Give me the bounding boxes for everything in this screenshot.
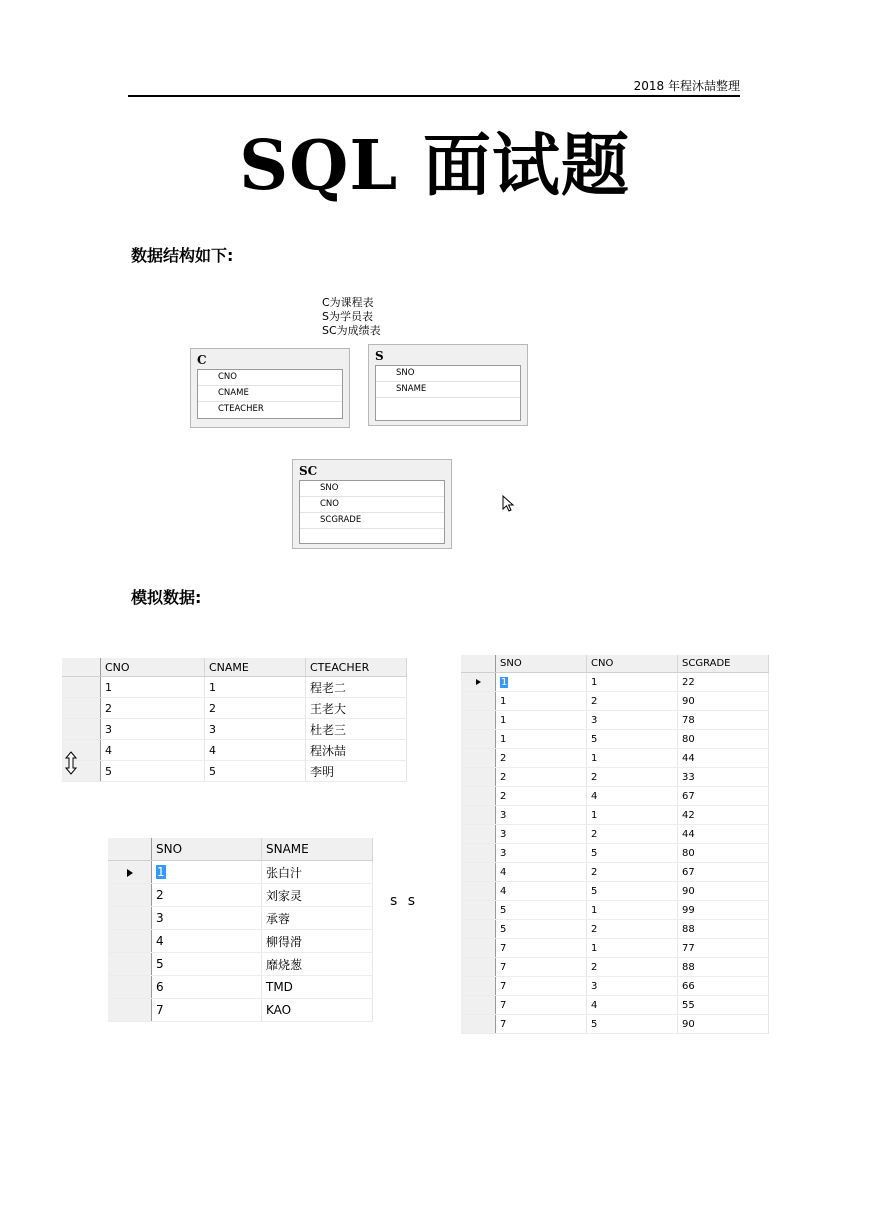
resize-cursor-icon [65, 751, 77, 775]
row-header[interactable] [461, 730, 496, 749]
table-cell[interactable]: 王老大 [306, 698, 407, 719]
table-row[interactable] [461, 692, 769, 711]
table-row[interactable] [62, 761, 407, 782]
row-header[interactable] [108, 953, 152, 976]
table-cell[interactable]: 5 [101, 761, 205, 782]
table-row[interactable] [461, 844, 769, 863]
table-cell[interactable]: 4 [587, 787, 678, 806]
selected-cell-text[interactable]: 1 [501, 676, 508, 688]
table-cell[interactable]: 5 [496, 920, 587, 939]
table-cell[interactable]: 5 [587, 730, 678, 749]
schema-box-sc[interactable] [292, 459, 452, 549]
row-header[interactable] [461, 787, 496, 806]
row-header[interactable] [461, 711, 496, 730]
schema-field: SNO [376, 366, 520, 382]
table-cell[interactable]: 67 [678, 787, 769, 806]
row-header[interactable] [108, 999, 152, 1022]
table-legend [322, 296, 381, 338]
row-header[interactable] [461, 825, 496, 844]
row-header-current[interactable] [108, 861, 152, 884]
table-cell[interactable]: 4 [496, 882, 587, 901]
table-cell[interactable]: 7 [496, 939, 587, 958]
table-cell[interactable]: 承蓉 [262, 907, 373, 930]
table-cell[interactable]: 刘家灵 [262, 884, 373, 907]
row-header[interactable] [461, 768, 496, 787]
table-cell[interactable]: 张白汁 [262, 861, 373, 884]
table-cell[interactable]: 杜老三 [306, 719, 407, 740]
mouse-pointer-icon [502, 495, 516, 513]
table-cell[interactable]: 2 [587, 958, 678, 977]
table-cell[interactable]: 7 [496, 996, 587, 1015]
page-title: SQL 面试题 [239, 126, 630, 206]
section-mock-heading: 模拟数据: [131, 588, 202, 607]
schema-box-c[interactable] [190, 348, 350, 428]
schema-field: SNAME [376, 382, 520, 398]
row-header[interactable] [461, 882, 496, 901]
schema-field-list [197, 369, 343, 419]
row-header[interactable] [461, 863, 496, 882]
table-row[interactable] [461, 996, 769, 1015]
table-cell[interactable]: 4 [152, 930, 262, 953]
column-header-cteacher[interactable]: CTEACHER [306, 658, 407, 677]
table-row[interactable] [108, 861, 373, 884]
table-cell[interactable]: 5 [587, 1015, 678, 1034]
table-cell[interactable]: 1 [587, 806, 678, 825]
column-header-cno[interactable]: CNO [101, 658, 205, 677]
table-cell[interactable]: 7 [496, 1015, 587, 1034]
column-header-sname[interactable]: SNAME [262, 838, 373, 861]
row-header[interactable] [461, 901, 496, 920]
table-cell[interactable]: 5 [587, 882, 678, 901]
table-row[interactable] [108, 884, 373, 907]
table-row[interactable] [461, 711, 769, 730]
table-cell[interactable]: 33 [678, 768, 769, 787]
table-cell[interactable]: 李明 [306, 761, 407, 782]
table-cell[interactable]: 2 [587, 768, 678, 787]
table-cell[interactable]: 2 [205, 698, 306, 719]
table-row[interactable] [461, 882, 769, 901]
schema-title: C [197, 353, 207, 367]
table-cell[interactable]: 77 [678, 939, 769, 958]
row-header[interactable] [108, 930, 152, 953]
table-cell[interactable]: 7 [496, 958, 587, 977]
current-row-arrow-icon [127, 869, 133, 877]
row-header[interactable] [108, 976, 152, 999]
table-cell[interactable]: 2 [587, 920, 678, 939]
table-row[interactable] [461, 939, 769, 958]
table-cell[interactable]: 程沐喆 [306, 740, 407, 761]
table-cell[interactable]: 2 [587, 825, 678, 844]
page-header: 2018 年程沐喆整理 [633, 79, 740, 93]
row-header[interactable] [62, 677, 101, 698]
table-cell[interactable]: 5 [205, 761, 306, 782]
schema-field-list [375, 365, 521, 421]
row-header-corner [62, 658, 101, 677]
table-cell[interactable]: 1 [205, 677, 306, 698]
table-cell[interactable]: 7 [152, 999, 262, 1022]
table-row[interactable] [108, 953, 373, 976]
table-row[interactable] [461, 825, 769, 844]
table-row[interactable] [461, 768, 769, 787]
table-row[interactable] [62, 677, 407, 698]
table-cell[interactable]: 88 [678, 920, 769, 939]
row-header[interactable] [62, 698, 101, 719]
row-header[interactable] [461, 939, 496, 958]
table-cell[interactable]: 99 [678, 901, 769, 920]
table-cell[interactable]: 3 [152, 907, 262, 930]
table-cell[interactable]: 55 [678, 996, 769, 1015]
table-cell[interactable]: 靡烧葱 [262, 953, 373, 976]
table-cell[interactable]: 1 [587, 939, 678, 958]
row-header[interactable] [461, 996, 496, 1015]
schema-field-list [299, 480, 445, 544]
table-cell[interactable]: 66 [678, 977, 769, 996]
column-header-cname[interactable]: CNAME [205, 658, 306, 677]
schema-title: S [375, 349, 384, 363]
legend-line: SC为成绩表 [322, 324, 381, 337]
table-cell[interactable]: 67 [678, 863, 769, 882]
table-cell[interactable]: 7 [496, 977, 587, 996]
table-cell[interactable]: 6 [152, 976, 262, 999]
table-cell[interactable]: 3 [496, 806, 587, 825]
table-row[interactable] [461, 958, 769, 977]
table-cell[interactable]: 柳得滑 [262, 930, 373, 953]
legend-line: C为课程表 [322, 296, 374, 309]
table-row[interactable] [62, 719, 407, 740]
table-cell-selected[interactable] [496, 673, 587, 692]
schema-field: SNO [300, 481, 444, 497]
table-cell[interactable]: 80 [678, 730, 769, 749]
table-cell[interactable]: 90 [678, 1015, 769, 1034]
row-header-corner [108, 838, 152, 861]
table-cell[interactable]: 1 [587, 673, 678, 692]
table-cell[interactable]: 2 [496, 749, 587, 768]
row-header[interactable] [461, 1015, 496, 1034]
column-header-scgrade[interactable]: SCGRADE [678, 655, 769, 673]
table-cell[interactable]: 程老二 [306, 677, 407, 698]
table-cell[interactable]: 2 [496, 787, 587, 806]
header-divider [128, 95, 740, 97]
row-header[interactable] [108, 907, 152, 930]
row-header-corner [461, 655, 496, 673]
table-cell[interactable]: 1 [496, 711, 587, 730]
column-header-sno[interactable]: SNO [496, 655, 587, 673]
table-cell[interactable]: 2 [587, 863, 678, 882]
table-cell[interactable]: 3 [496, 844, 587, 863]
table-row[interactable] [108, 976, 373, 999]
table-cell[interactable]: 4 [587, 996, 678, 1015]
table-cell[interactable]: 1 [496, 730, 587, 749]
table-row[interactable] [108, 930, 373, 953]
row-header[interactable] [461, 844, 496, 863]
table-cell[interactable]: 2 [587, 692, 678, 711]
table-cell[interactable]: 2 [101, 698, 205, 719]
schema-box-s[interactable] [368, 344, 528, 426]
ss-label: s s [390, 893, 419, 909]
table-cell[interactable]: 90 [678, 882, 769, 901]
table-cell[interactable]: 44 [678, 825, 769, 844]
table-cell-selected[interactable] [152, 861, 262, 884]
row-header[interactable] [461, 977, 496, 996]
table-cell[interactable]: 1 [587, 749, 678, 768]
selected-cell-text[interactable]: 1 [157, 865, 165, 879]
table-cell[interactable]: 5 [152, 953, 262, 976]
table-cell[interactable]: 42 [678, 806, 769, 825]
row-header[interactable] [461, 806, 496, 825]
table-row[interactable] [461, 787, 769, 806]
table-cell[interactable]: 3 [587, 977, 678, 996]
table-cell[interactable]: 1 [496, 692, 587, 711]
table-cell[interactable]: 22 [678, 673, 769, 692]
table-cell[interactable]: 3 [205, 719, 306, 740]
table-cell[interactable]: 90 [678, 692, 769, 711]
row-header[interactable] [62, 719, 101, 740]
table-row[interactable] [461, 977, 769, 996]
schema-field: CTEACHER [218, 404, 264, 414]
table-cell[interactable]: 1 [587, 901, 678, 920]
table-row[interactable] [108, 999, 373, 1022]
row-header[interactable] [461, 692, 496, 711]
schema-field: CNAME [198, 386, 342, 402]
schema-field: CNO [300, 497, 444, 513]
table-cell[interactable]: 5 [496, 901, 587, 920]
table-cell[interactable]: 78 [678, 711, 769, 730]
table-row[interactable] [461, 730, 769, 749]
row-header-current[interactable] [461, 673, 496, 692]
legend-line: S为学员表 [322, 310, 373, 323]
table-row[interactable] [461, 806, 769, 825]
table-row[interactable] [62, 698, 407, 719]
row-header[interactable] [461, 920, 496, 939]
table-row[interactable] [108, 907, 373, 930]
table-row[interactable] [62, 740, 407, 761]
table-cell[interactable]: 5 [587, 844, 678, 863]
score-data-grid[interactable] [461, 655, 769, 1034]
table-row[interactable] [461, 901, 769, 920]
schema-field: SCGRADE [300, 513, 444, 529]
row-header[interactable] [461, 958, 496, 977]
section-structure-heading: 数据结构如下: [131, 246, 234, 265]
table-cell[interactable]: 3 [587, 711, 678, 730]
table-row[interactable] [461, 673, 769, 692]
table-cell[interactable]: 4 [101, 740, 205, 761]
schema-title: SC [299, 464, 318, 478]
table-cell[interactable]: 3 [496, 825, 587, 844]
table-row[interactable] [461, 863, 769, 882]
student-data-grid[interactable] [108, 838, 373, 1022]
row-header[interactable] [461, 749, 496, 768]
schema-field: CNO [198, 370, 342, 386]
table-row[interactable] [461, 749, 769, 768]
table-cell[interactable]: 4 [205, 740, 306, 761]
current-row-arrow-icon [476, 679, 481, 685]
table-cell[interactable]: TMD [262, 976, 373, 999]
table-row[interactable] [461, 1015, 769, 1034]
table-cell[interactable]: 1 [101, 677, 205, 698]
table-cell[interactable]: 80 [678, 844, 769, 863]
table-cell[interactable]: 4 [496, 863, 587, 882]
table-row[interactable] [461, 920, 769, 939]
row-header[interactable] [108, 884, 152, 907]
table-cell[interactable]: KAO [262, 999, 373, 1022]
table-cell[interactable]: 2 [496, 768, 587, 787]
table-cell[interactable]: 3 [101, 719, 205, 740]
column-header-cno[interactable]: CNO [587, 655, 678, 673]
table-cell[interactable]: 2 [152, 884, 262, 907]
table-cell[interactable]: 88 [678, 958, 769, 977]
course-data-grid[interactable] [62, 658, 407, 782]
column-header-sno[interactable]: SNO [152, 838, 262, 861]
table-cell[interactable]: 44 [678, 749, 769, 768]
